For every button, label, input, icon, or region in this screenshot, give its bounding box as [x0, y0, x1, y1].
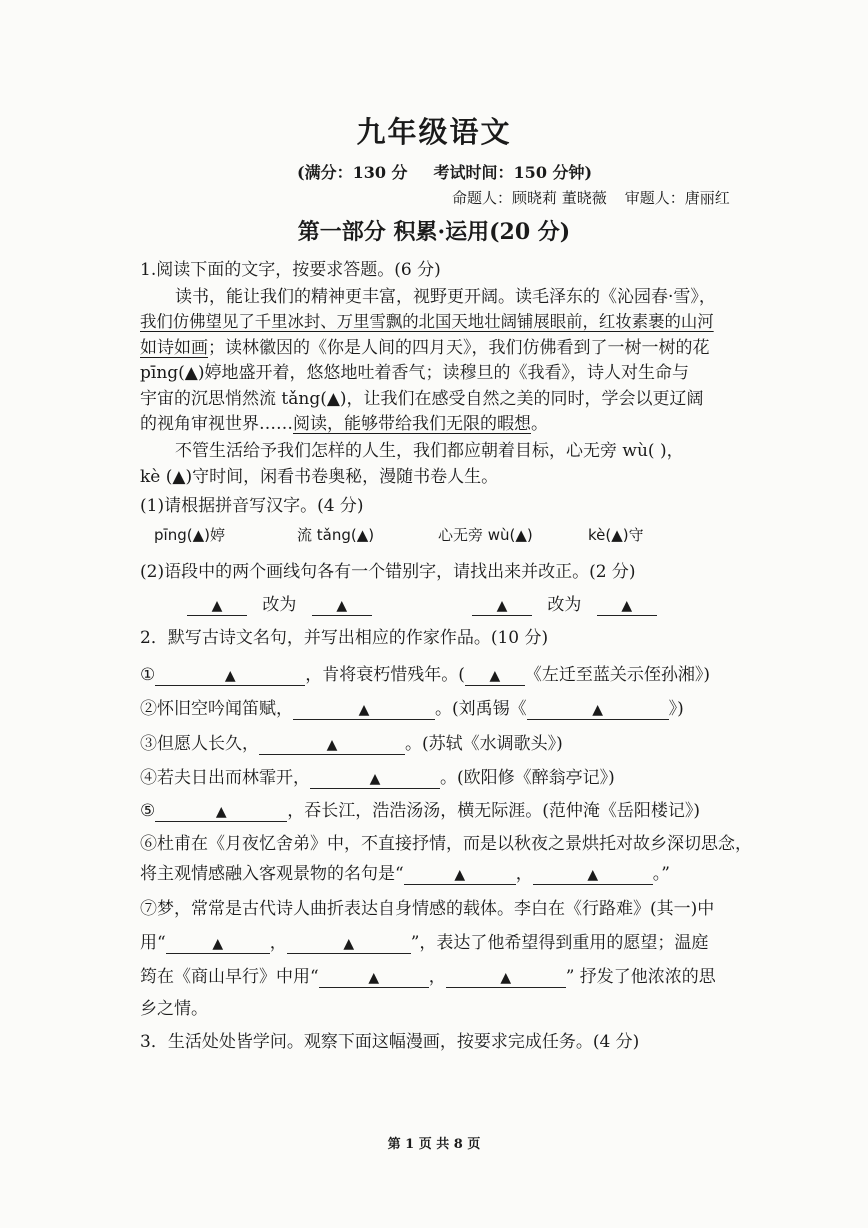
- correction-row-1: [187, 590, 372, 616]
- q2-item-1: [140, 660, 710, 686]
- item-head: 筠在《商山早行》中用“: [140, 967, 319, 987]
- q2-item-6-line1: ⑥杜甫在《月夜忆舍弟》中，不直接抒情，而是以秋夜之景烘托对故乡深切思念，: [140, 834, 752, 854]
- blank-triangle-icon: ▲: [215, 804, 227, 820]
- underlined-phrase-1: 如诗如画: [140, 338, 208, 358]
- q3-stem: 3．生活处处皆学问。观察下面这幅漫画，按要求完成任务。(4 分): [140, 1032, 640, 1052]
- q2-item-3: [140, 729, 563, 755]
- answer-blank[interactable]: [287, 934, 411, 954]
- answer-blank[interactable]: [312, 596, 372, 616]
- blank-triangle-icon: ▲: [336, 598, 348, 614]
- item-tail: 。(苏轼《水调歌头》): [405, 734, 563, 754]
- q1-p1-line3: [140, 333, 710, 358]
- separator: ，: [269, 933, 287, 953]
- answer-blank[interactable]: [166, 934, 270, 954]
- q1-sub2: (2)语段中的两个画线句各有一个错别字，请找出来并改正。(2 分): [140, 562, 636, 582]
- answer-blank[interactable]: [187, 596, 247, 616]
- full-score: (满分：130 分: [297, 163, 408, 182]
- blank-triangle-icon: ▲: [369, 771, 381, 787]
- item-number: ①: [140, 665, 156, 685]
- item-tail: 。(欧阳修《醉翁亭记》): [440, 768, 615, 788]
- item-head: ④若夫日出而林霏开，: [140, 768, 310, 788]
- q1-p1-line3-rest: ；读林徽因的《你是人间的四月天》，我们仿佛看到了一树一树的花: [208, 338, 710, 358]
- item-number: ⑤: [140, 801, 156, 821]
- blank-triangle-icon: ▲: [454, 867, 466, 883]
- answer-blank[interactable]: [259, 735, 405, 755]
- blank-triangle-icon: ▲: [587, 867, 599, 883]
- blank-triangle-icon: ▲: [621, 598, 633, 614]
- q1-p1-line5: 宇宙的沉思悄然流 tǎng(▲)，让我们在感受自然之美的同时，学会以更辽阔: [140, 389, 704, 409]
- answer-blank[interactable]: [597, 596, 657, 616]
- exam-title: 九年级语文: [356, 115, 512, 149]
- blank-triangle-icon: ▲: [224, 668, 236, 684]
- page-footer: 第 1 页 共 8 页: [387, 1137, 481, 1152]
- q2-item-6-line2: [140, 859, 670, 885]
- item-text: ，肯将衰朽惜残年。(: [305, 665, 465, 685]
- answer-blank[interactable]: [527, 700, 669, 720]
- item-head: ③但愿人长久，: [140, 734, 259, 754]
- pinyin-item-4: kè(▲)守: [588, 526, 644, 544]
- q1-p1-line4: pīng(▲)婷地盛开着，悠悠地吐着香气；读穆旦的《我看》，诗人对生命与: [140, 363, 689, 383]
- item-head: 用“: [140, 933, 166, 953]
- authors-line: [452, 187, 748, 208]
- q1-p1-line1: 读书，能让我们的精神更丰富，视野更开阔。读毛泽东的《沁园春·雪》，: [175, 287, 716, 307]
- q2-item-7-line4: 乡之情。: [140, 999, 208, 1019]
- exam-time: 考试时间：150 分钟): [433, 163, 593, 182]
- item-tail: ，吞长江，浩浩汤汤，横无际涯。(范仲淹《岳阳楼记》): [287, 801, 701, 821]
- blank-triangle-icon: ▲: [489, 668, 501, 684]
- blank-triangle-icon: ▲: [326, 737, 338, 753]
- item-head: 将主观情感融入客观景物的名句是“: [140, 864, 404, 884]
- blank-triangle-icon: ▲: [500, 970, 512, 986]
- answer-blank[interactable]: [472, 596, 532, 616]
- q2-item-7-line2: [140, 928, 708, 954]
- blank-triangle-icon: ▲: [358, 702, 370, 718]
- answer-blank[interactable]: [155, 666, 305, 686]
- q2-item-4: [140, 763, 615, 789]
- answer-blank[interactable]: [533, 865, 653, 885]
- blank-triangle-icon: ▲: [343, 936, 355, 952]
- q1-p2-line2: kè (▲)守时间，闲看书卷奥秘，漫随书卷人生。: [140, 467, 499, 487]
- q1-p1-line2: 我们仿佛望见了千里冰封、万里雪飘的北国天地壮阔铺展眼前，红妆素裹的山河: [140, 312, 714, 331]
- answer-blank[interactable]: [155, 802, 287, 822]
- q1-p1-line6: [140, 409, 548, 434]
- item-tail: 。”: [652, 864, 670, 884]
- q2-item-5: [140, 796, 700, 822]
- reviewer: 审题人：唐丽红: [624, 189, 730, 207]
- q1-p1-line6-end: 。: [531, 414, 548, 434]
- blank-triangle-icon: ▲: [368, 970, 380, 986]
- change-to-label: 改为: [547, 595, 582, 615]
- q1-p2-line1: 不管生活给予我们怎样的人生，我们都应朝着目标，心无旁 wù( )，: [175, 441, 684, 461]
- part-title: 第一部分 积累·运用(20 分): [297, 219, 571, 245]
- item-tail: 《左迁至蓝关示侄孙湘》): [524, 665, 711, 685]
- item-tail: ”，表达了他希望得到重用的愿望；温庭: [410, 933, 709, 953]
- separator: ，: [515, 864, 533, 884]
- q2-stem: 2．默写古诗文名句，并写出相应的作家作品。(10 分): [140, 628, 549, 648]
- q2-item-7-line1: ⑦梦，常常是古代诗人曲折表达自身情感的载体。李白在《行路难》(其一)中: [140, 899, 715, 919]
- correction-row-2: [472, 590, 657, 616]
- answer-blank[interactable]: [293, 700, 435, 720]
- pinyin-item-1: pīng(▲)婷: [154, 526, 225, 544]
- q2-item-2: [140, 694, 684, 720]
- item-tail: 》): [668, 699, 684, 719]
- blank-triangle-icon: ▲: [211, 598, 223, 614]
- answer-blank[interactable]: [310, 769, 440, 789]
- item-head: ②怀旧空吟闻笛赋，: [140, 699, 293, 719]
- blank-triangle-icon: ▲: [212, 936, 224, 952]
- q1-sub1: (1)请根据拼音写汉字。(4 分): [140, 496, 364, 516]
- q1-stem: 1.阅读下面的文字，按要求答题。(6 分): [140, 260, 441, 280]
- separator: ，: [428, 967, 446, 987]
- q1-p1-line6-head: 的视角审视世界……: [140, 414, 293, 434]
- answer-blank[interactable]: [404, 865, 516, 885]
- q2-item-7-line3: [140, 962, 716, 988]
- pinyin-item-3: 心无旁 wù(▲): [438, 526, 533, 544]
- blank-triangle-icon: ▲: [496, 598, 508, 614]
- setters: 命题人：顾晓莉 董晓薇: [452, 189, 607, 207]
- answer-blank[interactable]: [446, 968, 566, 988]
- change-to-label: 改为: [262, 595, 297, 615]
- pinyin-item-2: 流 tǎng(▲): [297, 526, 375, 544]
- blank-triangle-icon: ▲: [592, 702, 604, 718]
- exam-info: [297, 160, 618, 183]
- answer-blank[interactable]: [465, 666, 525, 686]
- answer-blank[interactable]: [319, 968, 429, 988]
- item-tail: ” 抒发了他浓浓的思: [565, 967, 716, 987]
- underlined-phrase-2: 阅读，能够带给我们无限的暇想: [293, 414, 531, 434]
- item-text: 。(刘禹锡《: [435, 699, 527, 719]
